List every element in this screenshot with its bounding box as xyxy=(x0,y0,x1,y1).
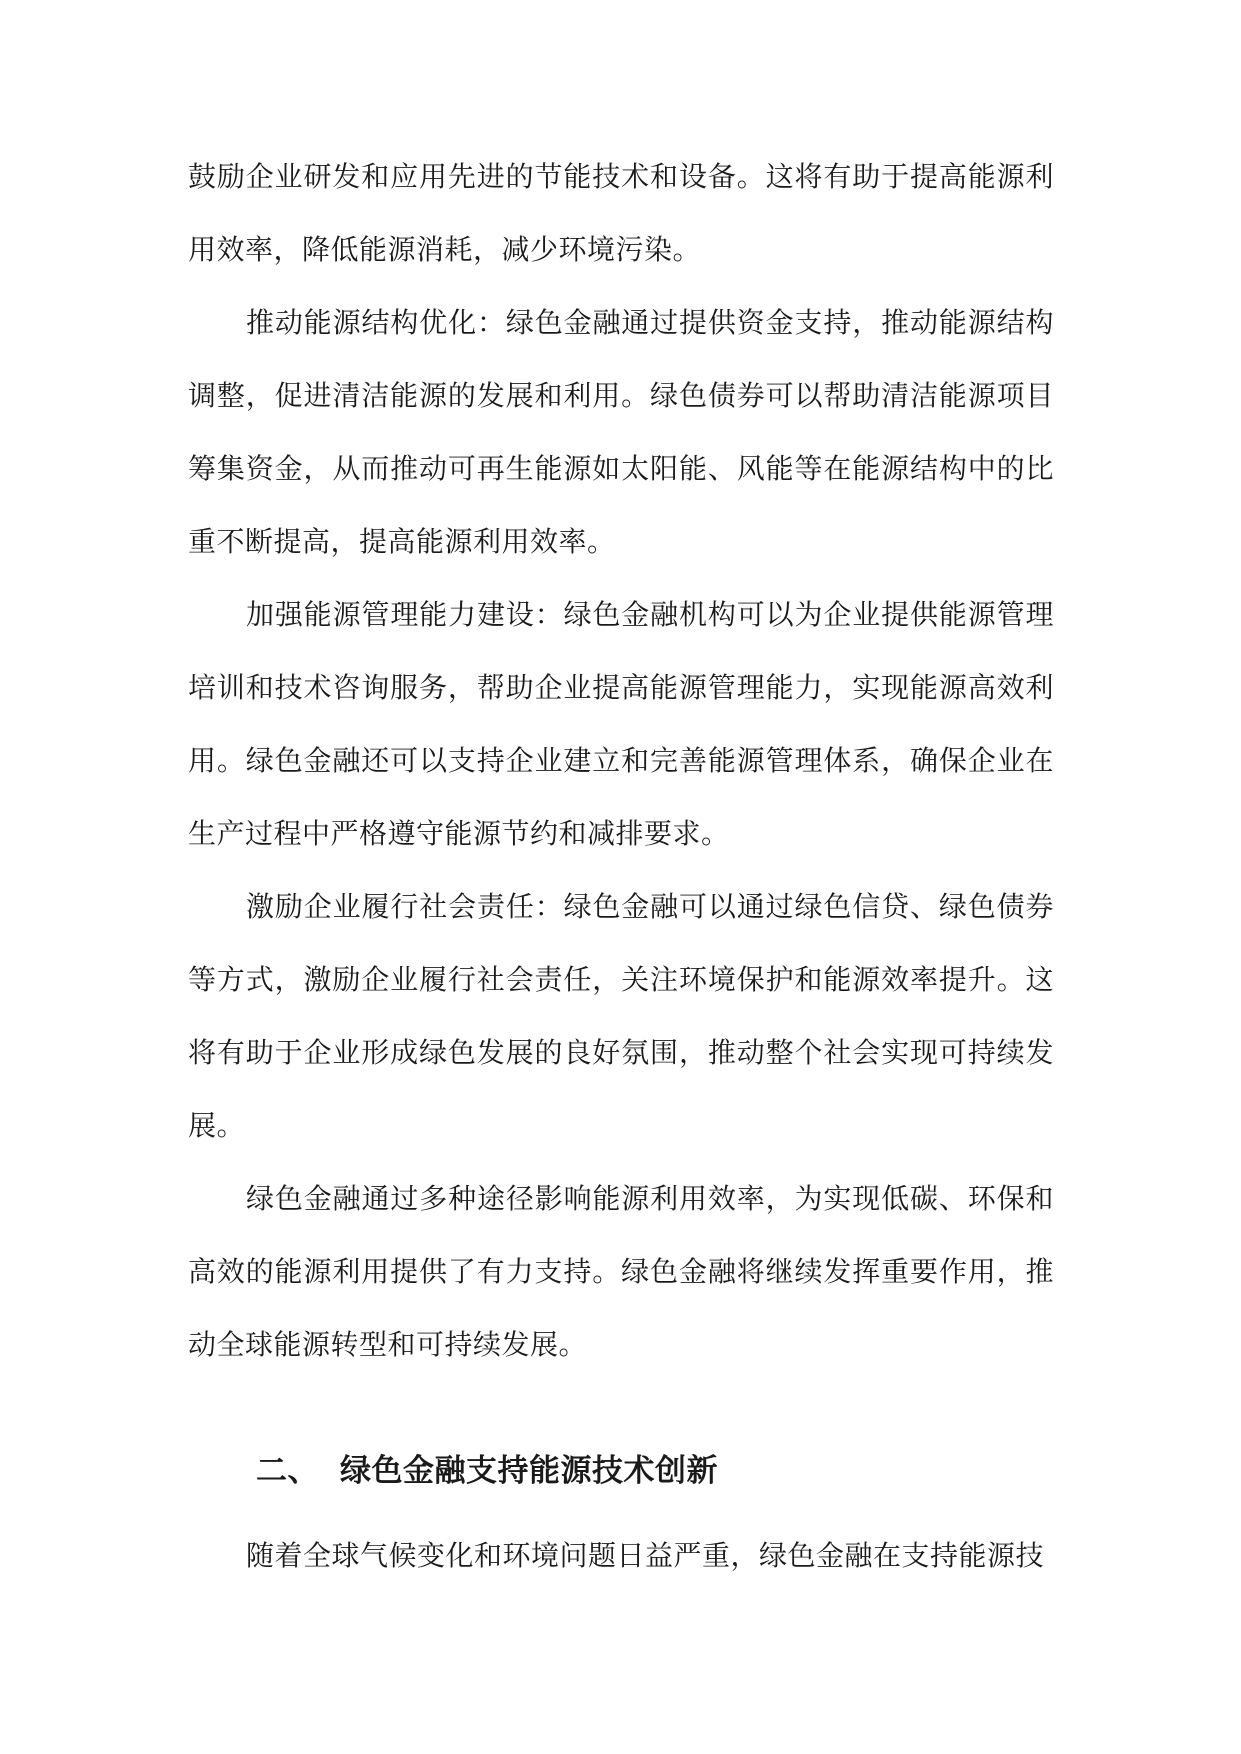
paragraph-social-responsibility: 激励企业履行社会责任：绿色金融可以通过绿色信贷、绿色债券等方式，激励企业履行社会责任，关注环境保护和能源效率提升。这将有助于企业形成绿色发展的良好氛围，推动整个社会实现可持续发展。 xyxy=(188,890,1054,1142)
section-number: 二、 xyxy=(256,1453,319,1489)
document-page xyxy=(188,140,1054,1592)
paragraph-energy-management: 加强能源管理能力建设：绿色金融机构可以为企业提供能源管理培训和技术咨询服务，帮助企业提高能源管理能力，实现能源高效利用。绿色金融还可以支持企业建立和完善能源管理体系，确保企业在生产过程中严格遵守能源节约和减排要求。 xyxy=(188,598,1054,850)
paragraph-summary: 绿色金融通过多种途径影响能源利用效率，为实现低碳、环保和高效的能源利用提供了有力支持。绿色金融将继续发挥重要作用，推动全球能源转型和可持续发展。 xyxy=(188,1182,1054,1361)
paragraph-energy-structure: 推动能源结构优化：绿色金融通过提供资金支持，推动能源结构调整，促进清洁能源的发展和利用。绿色债券可以帮助清洁能源项目筹集资金，从而推动可再生能源如太阳能、风能等在能源结构中的比重不断提高，提高能源利用效率。 xyxy=(188,306,1054,558)
section-title: 绿色金融支持能源技术创新 xyxy=(340,1453,718,1489)
paragraph-continuation: 鼓励企业研发和应用先进的节能技术和设备。这将有助于提高能源利用效率，降低能源消耗，减少环境污染。 xyxy=(188,160,1054,266)
section-heading xyxy=(188,1431,1054,1511)
paragraph-section-intro: 随着全球气候变化和环境问题日益严重，绿色金融在支持能源技 xyxy=(246,1539,1045,1572)
